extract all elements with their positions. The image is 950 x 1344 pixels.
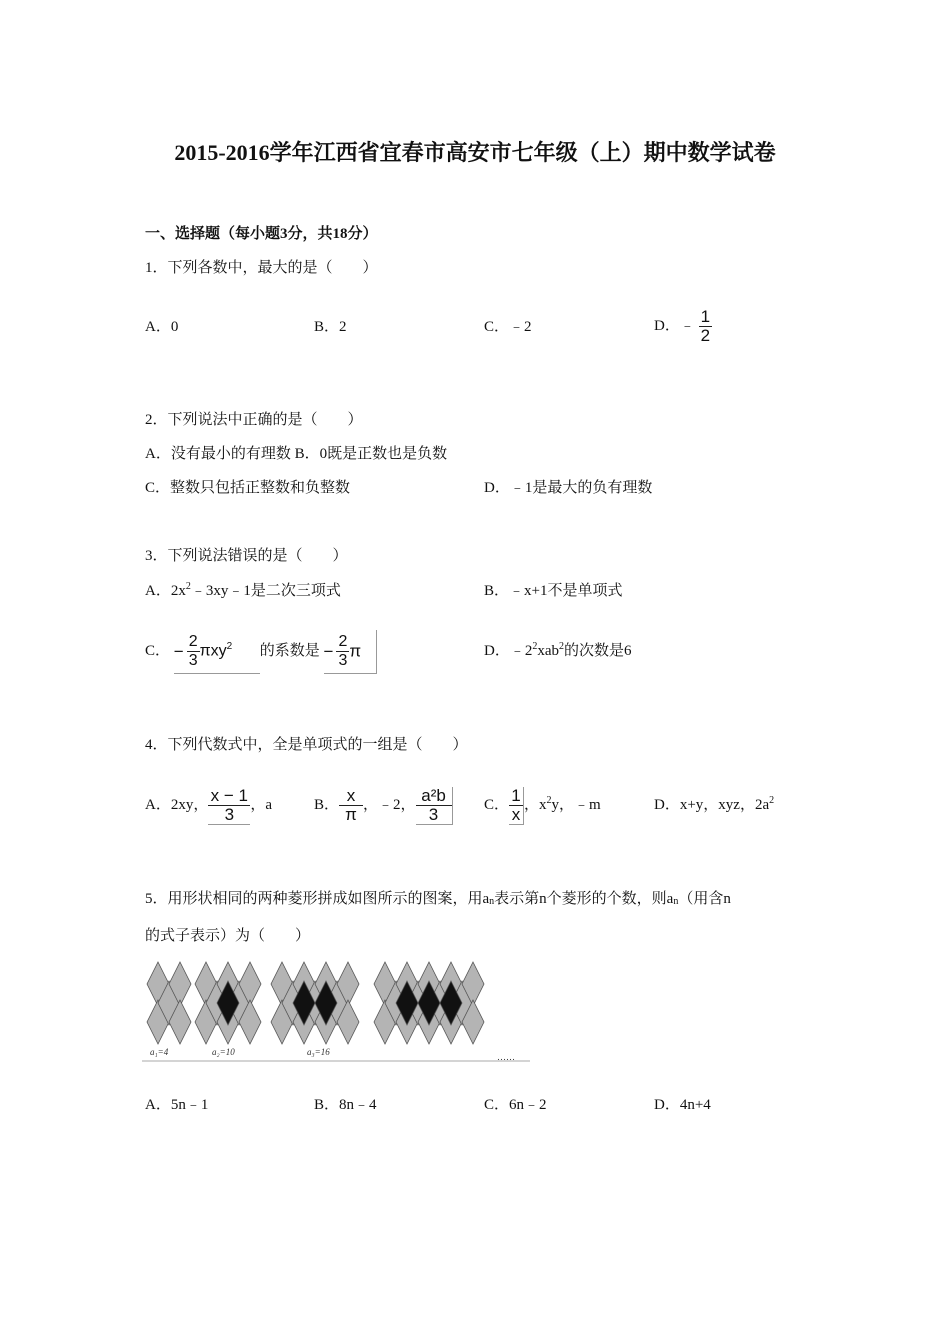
fraction	[336, 633, 349, 670]
subscript: n	[673, 896, 679, 907]
q3-option-a	[145, 581, 341, 601]
q5-stem-line1	[145, 889, 731, 909]
q3-c-mid-text: 的系数是	[259, 643, 320, 660]
figure-label-a1: a₁=4	[150, 1047, 169, 1057]
q3-c-label: C．	[145, 643, 171, 660]
q4-b-mid: ，﹣2，	[363, 797, 416, 813]
q1-option-d	[654, 306, 712, 346]
rhombus-pattern-figure	[142, 956, 532, 1064]
superscript: 2	[185, 581, 191, 592]
q2-option-c: C．整数只包括正整数和负整数	[145, 480, 351, 496]
fraction-denominator: 3	[188, 652, 198, 670]
q4-c-mid: ，x	[524, 797, 547, 813]
q3-option-c	[145, 630, 377, 674]
q4-d-text: D．x+y，xyz，2a	[654, 797, 770, 813]
fraction-denominator: 2	[700, 326, 711, 346]
q2-option-d: D．﹣1是最大的负有理数	[484, 480, 653, 496]
q3-d-text-end: 的次数是6	[564, 643, 632, 659]
fraction-denominator: 3	[224, 804, 235, 824]
fraction-numerator: x − 1	[208, 787, 250, 806]
pi-symbol: π	[349, 641, 362, 661]
q2-stem: 2．下列说法中正确的是（ ）	[145, 412, 363, 428]
q4-c-end: y，﹣m	[551, 797, 601, 813]
q3-d-text-mid: xab	[537, 643, 560, 659]
q5-option-d: D．4n+4	[654, 1097, 711, 1113]
superscript: 2	[226, 641, 233, 652]
fraction-numerator: x	[339, 787, 363, 806]
q4-stem: 4．下列代数式中，全是单项式的一组是（ ）	[145, 737, 468, 753]
fraction-numerator: 2	[338, 633, 348, 651]
q1-d-fraction	[699, 308, 712, 345]
variable-text: πxy	[199, 642, 227, 660]
q1-d-sign: ﹣	[679, 318, 695, 334]
q1-stem: 1．下列各数中，最大的是（ ）	[145, 260, 378, 276]
q3-c-coefficient	[324, 630, 377, 674]
q4-a-label: A．2xy，	[145, 797, 209, 813]
q5-stem-line2: 的式子表示）为（ ）	[145, 928, 311, 944]
fraction-denominator: 3	[338, 652, 348, 670]
q4-option-b	[314, 784, 453, 826]
q5-text-mid: 表示第n个菱形的个数，则a	[494, 891, 674, 907]
q3-a-text-end: ﹣3xy﹣1是二次三项式	[190, 583, 341, 599]
q3-d-text: D．﹣2	[484, 643, 533, 659]
fraction-numerator: 2	[188, 633, 198, 651]
rhombus-pattern-image	[142, 956, 532, 1064]
q4-a-end: ，a	[250, 797, 273, 813]
fraction-numerator: 1	[700, 307, 711, 327]
q5-text: 5．用形状相同的两种菱形拼成如图所示的图案，用a	[145, 891, 490, 907]
q4-option-a	[145, 784, 272, 826]
fraction	[208, 787, 250, 825]
figure-label-a2: a₂=10	[212, 1047, 235, 1057]
q3-option-d	[484, 641, 632, 661]
figure-dots: ……	[497, 1052, 515, 1062]
q4-b-label: B．	[314, 797, 340, 813]
superscript: 2	[546, 795, 552, 806]
q5-text-end: （用含n	[678, 891, 731, 907]
fraction	[339, 787, 363, 824]
fraction-numerator: 1	[509, 787, 523, 806]
fraction-denominator: π	[345, 805, 357, 825]
figure-label-a3: a₃=16	[307, 1047, 330, 1057]
q5-option-b: B．8n﹣4	[314, 1097, 377, 1113]
fraction	[509, 787, 524, 825]
q4-c-label: C．	[484, 797, 510, 813]
superscript: 2	[532, 641, 538, 652]
q4-option-c	[484, 784, 601, 826]
section-heading: 一、选择题（每小题3分，共18分）	[145, 226, 378, 242]
q3-a-text: A．2x	[145, 583, 186, 599]
q5-option-c: C．6n﹣2	[484, 1097, 547, 1113]
q3-c-expression	[174, 630, 260, 674]
superscript: 2	[559, 641, 565, 652]
fraction-denominator: 3	[428, 804, 439, 824]
q3-option-b: B．﹣x+1不是单项式	[484, 583, 623, 599]
minus-sign: −	[173, 641, 184, 661]
fraction	[187, 633, 200, 670]
fraction	[416, 787, 453, 825]
q5-option-a: A．5n﹣1	[145, 1097, 209, 1113]
subscript: n	[489, 896, 495, 907]
q1-option-b: B．2	[314, 319, 347, 335]
q2-options-ab: A．没有最小的有理数 B．0既是正数也是负数	[145, 446, 448, 462]
superscript: 2	[769, 795, 775, 806]
fraction-denominator: x	[511, 804, 521, 824]
q3-stem: 3．下列说法错误的是（ ）	[145, 548, 348, 564]
q1-d-label: D．	[654, 318, 680, 334]
fraction-numerator: a²b	[416, 787, 452, 806]
q1-option-a: A．0	[145, 319, 179, 335]
q4-option-d	[654, 795, 774, 815]
q1-option-c: C．﹣2	[484, 319, 532, 335]
minus-sign: −	[323, 641, 334, 661]
page-title: 2015-2016学年江西省宜春市高安市七年级（上）期中数学试卷	[174, 140, 776, 165]
